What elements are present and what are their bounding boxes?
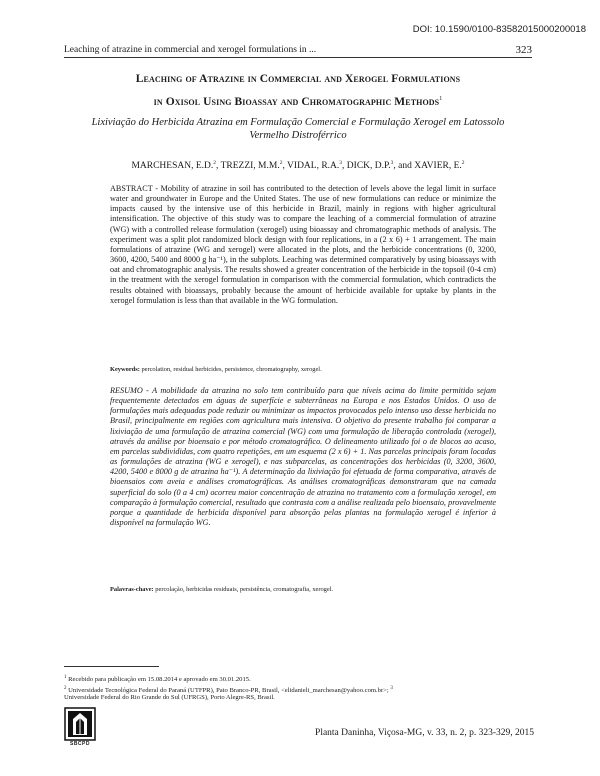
abstract: ABSTRACT - Mobility of atrazine in soil has contributed to the detection of levels above the legal limit in surface water and groundwater in Europe and the United States. The use of new formulations can reduce or minimize the impacts caused by the intensive use of this herbicide in Brazil, mainly in regions with higher agricultural intensification. The objective of this study was to compare the leaching of a commercial formulation of atrazine (WG) with a controlled release formulation (xerogel) using bioassay and chromatographic methods of analysis. The experiment was a split plot randomized block design with four replications, in a (2 x 6) + 1 arrangement. The main formulations of atrazine (WG and xerogel) were allocated in the plots, and the herbicide concentrations (0, 3200, 3600, 4200, 5400 and 8000 g ha⁻¹), in the subplots. Leaching was determined comparatively by using bioassays with oat and chromatographic analysis. The results showed a greater concentration of the herbicide in the topsoil (0-4 cm) in the treatment with the xerogel formulation in comparison with the commercial formulation, which contradicts the results obtained with bioassays, probably because the amount of herbicide available for uptake by plants in the xerogel formulation is less than that available in the WG formulation. [110,184,496,305]
logo-text: SBCPD [69,741,90,747]
footnote-rule [64,666,159,667]
author-separator: , [342,161,347,172]
title-line-2: in Oxisol Using Bioassay and Chromatographic Methods [153,95,440,108]
footnote-1-mark: 1 [64,675,67,680]
author-affiliation-mark: 3 [390,160,394,166]
author-separator: , and [393,161,415,172]
author-list [60,160,536,171]
palavras-label: Palavras-chave: [110,586,154,593]
author-separator: , [282,161,288,172]
palavras-text: percolação, herbicidas residuais, persistência, cromatografia, xerogel. [155,586,334,593]
author-name: TREZZI, M.M. [220,161,280,172]
keywords-label: Keywords: [110,366,140,373]
author-separator: , [216,161,221,172]
article-subtitle: Lixiviação do Herbicida Atrazina em Formulação Comercial e Formulação Xerogel em Latossolo Vermelho Distroférrico [91,117,505,141]
author-name: DICK, D.P. [346,161,391,172]
footnote-3-text: Universidade Federal do Rio Grande do Sul (UFRGS), Porto Alegre-RS, Brasil. [64,694,275,701]
keywords [110,366,496,373]
footnote-3 [64,693,534,702]
author-name: MARCHESAN, E.D. [131,161,214,172]
journal-citation: Planta Daninha, Viçosa-MG, v. 33, n. 2, p. 323-329, 2015 [315,728,534,738]
author-affiliation-mark: 2 [461,160,465,166]
author-affiliation-mark: 2 [213,160,216,166]
page-number: 323 [515,44,532,56]
keywords-text: percolation, residual herbicides, persistence, chromatography, xerogel. [141,366,322,373]
palavras-chave [110,586,496,593]
title-footnote-mark: 1 [439,96,443,102]
author-affiliation-mark: 3 [339,160,343,166]
author-name: XAVIER, E. [414,161,462,172]
resumo: RESUMO - A mobilidade da atrazina no solo tem contribuído para que níveis acima do limite permitido sejam frequentemente detectados em águas de superfície e subterrâneas na Europa e nos Estados Unidos. O uso de formulações mais adequadas pode reduzir ou minimizar os impactos provocados pelo intenso uso desse herbicida no Brasil, principalmente em regiões com agricultura mais intensiva. O objetivo do presente trabalho foi comparar a lixiviação de uma formulação de atrazina comercial (WG) com uma formulação de liberação controlada (xerogel), através da análise por bioensaio e por método cromatográfico. O delineamento utilizado foi o de blocos ao acaso, em parcelas subdivididas, com quatro repetições, em um esquema (2 x 6) + 1. Nas parcelas principais foram locadas as formulações de atrazina (WG e xerogel), e nas subparcelas, as concentrações dos herbicidas (0, 3200, 3600, 4200, 5400 e 8000 g de atrazina ha⁻¹). A determinação da lixiviação foi efetuada de forma comparativa, através de bioensaios com aveia e análises cromatográficas. As análises cromatográficas demonstraram que na camada superficial do solo (0 a 4 cm) ocorreu maior concentração de atrazina no tratamento com a formulação xerogel, em comparação à formulação comercial, resultado que contrasta com a análise realizada pelo bioensaio, provavelmente porque a quantidade de herbicida disponível para absorção pelas plantas na formulação xerogel é inferior à disponível na formulação WG. [110,386,496,528]
article-title [60,69,536,112]
footnote-1 [64,673,534,684]
footnote-1-text: Recebido para publicação em 15.08.2014 e aprovado em 30.01.2015. [68,676,251,684]
footnote-2-text: Universidade Tecnológica Federal do Paraná (UTFPR), Pato Branco-PR, Brasil, <elidanieli_marchesan@yahoo.com.br>; [68,687,389,695]
title-line-1: Leaching of Atrazine in Commercial and Xerogel Formulations [135,73,461,85]
footnote-2-mark: 2 [64,686,67,691]
footnote-3-mark: 3 [390,686,393,691]
doi[interactable]: DOI: 10.1590/0100-83582015000200018 [412,24,586,35]
author-name: VIDAL, R.A. [287,161,340,172]
header-rule [64,57,532,58]
sbcpd-logo-icon [64,707,96,741]
running-title: Leaching of atrazine in commercial and xerogel formulations in ... [64,45,317,55]
author-affiliation-mark: 2 [279,160,283,166]
